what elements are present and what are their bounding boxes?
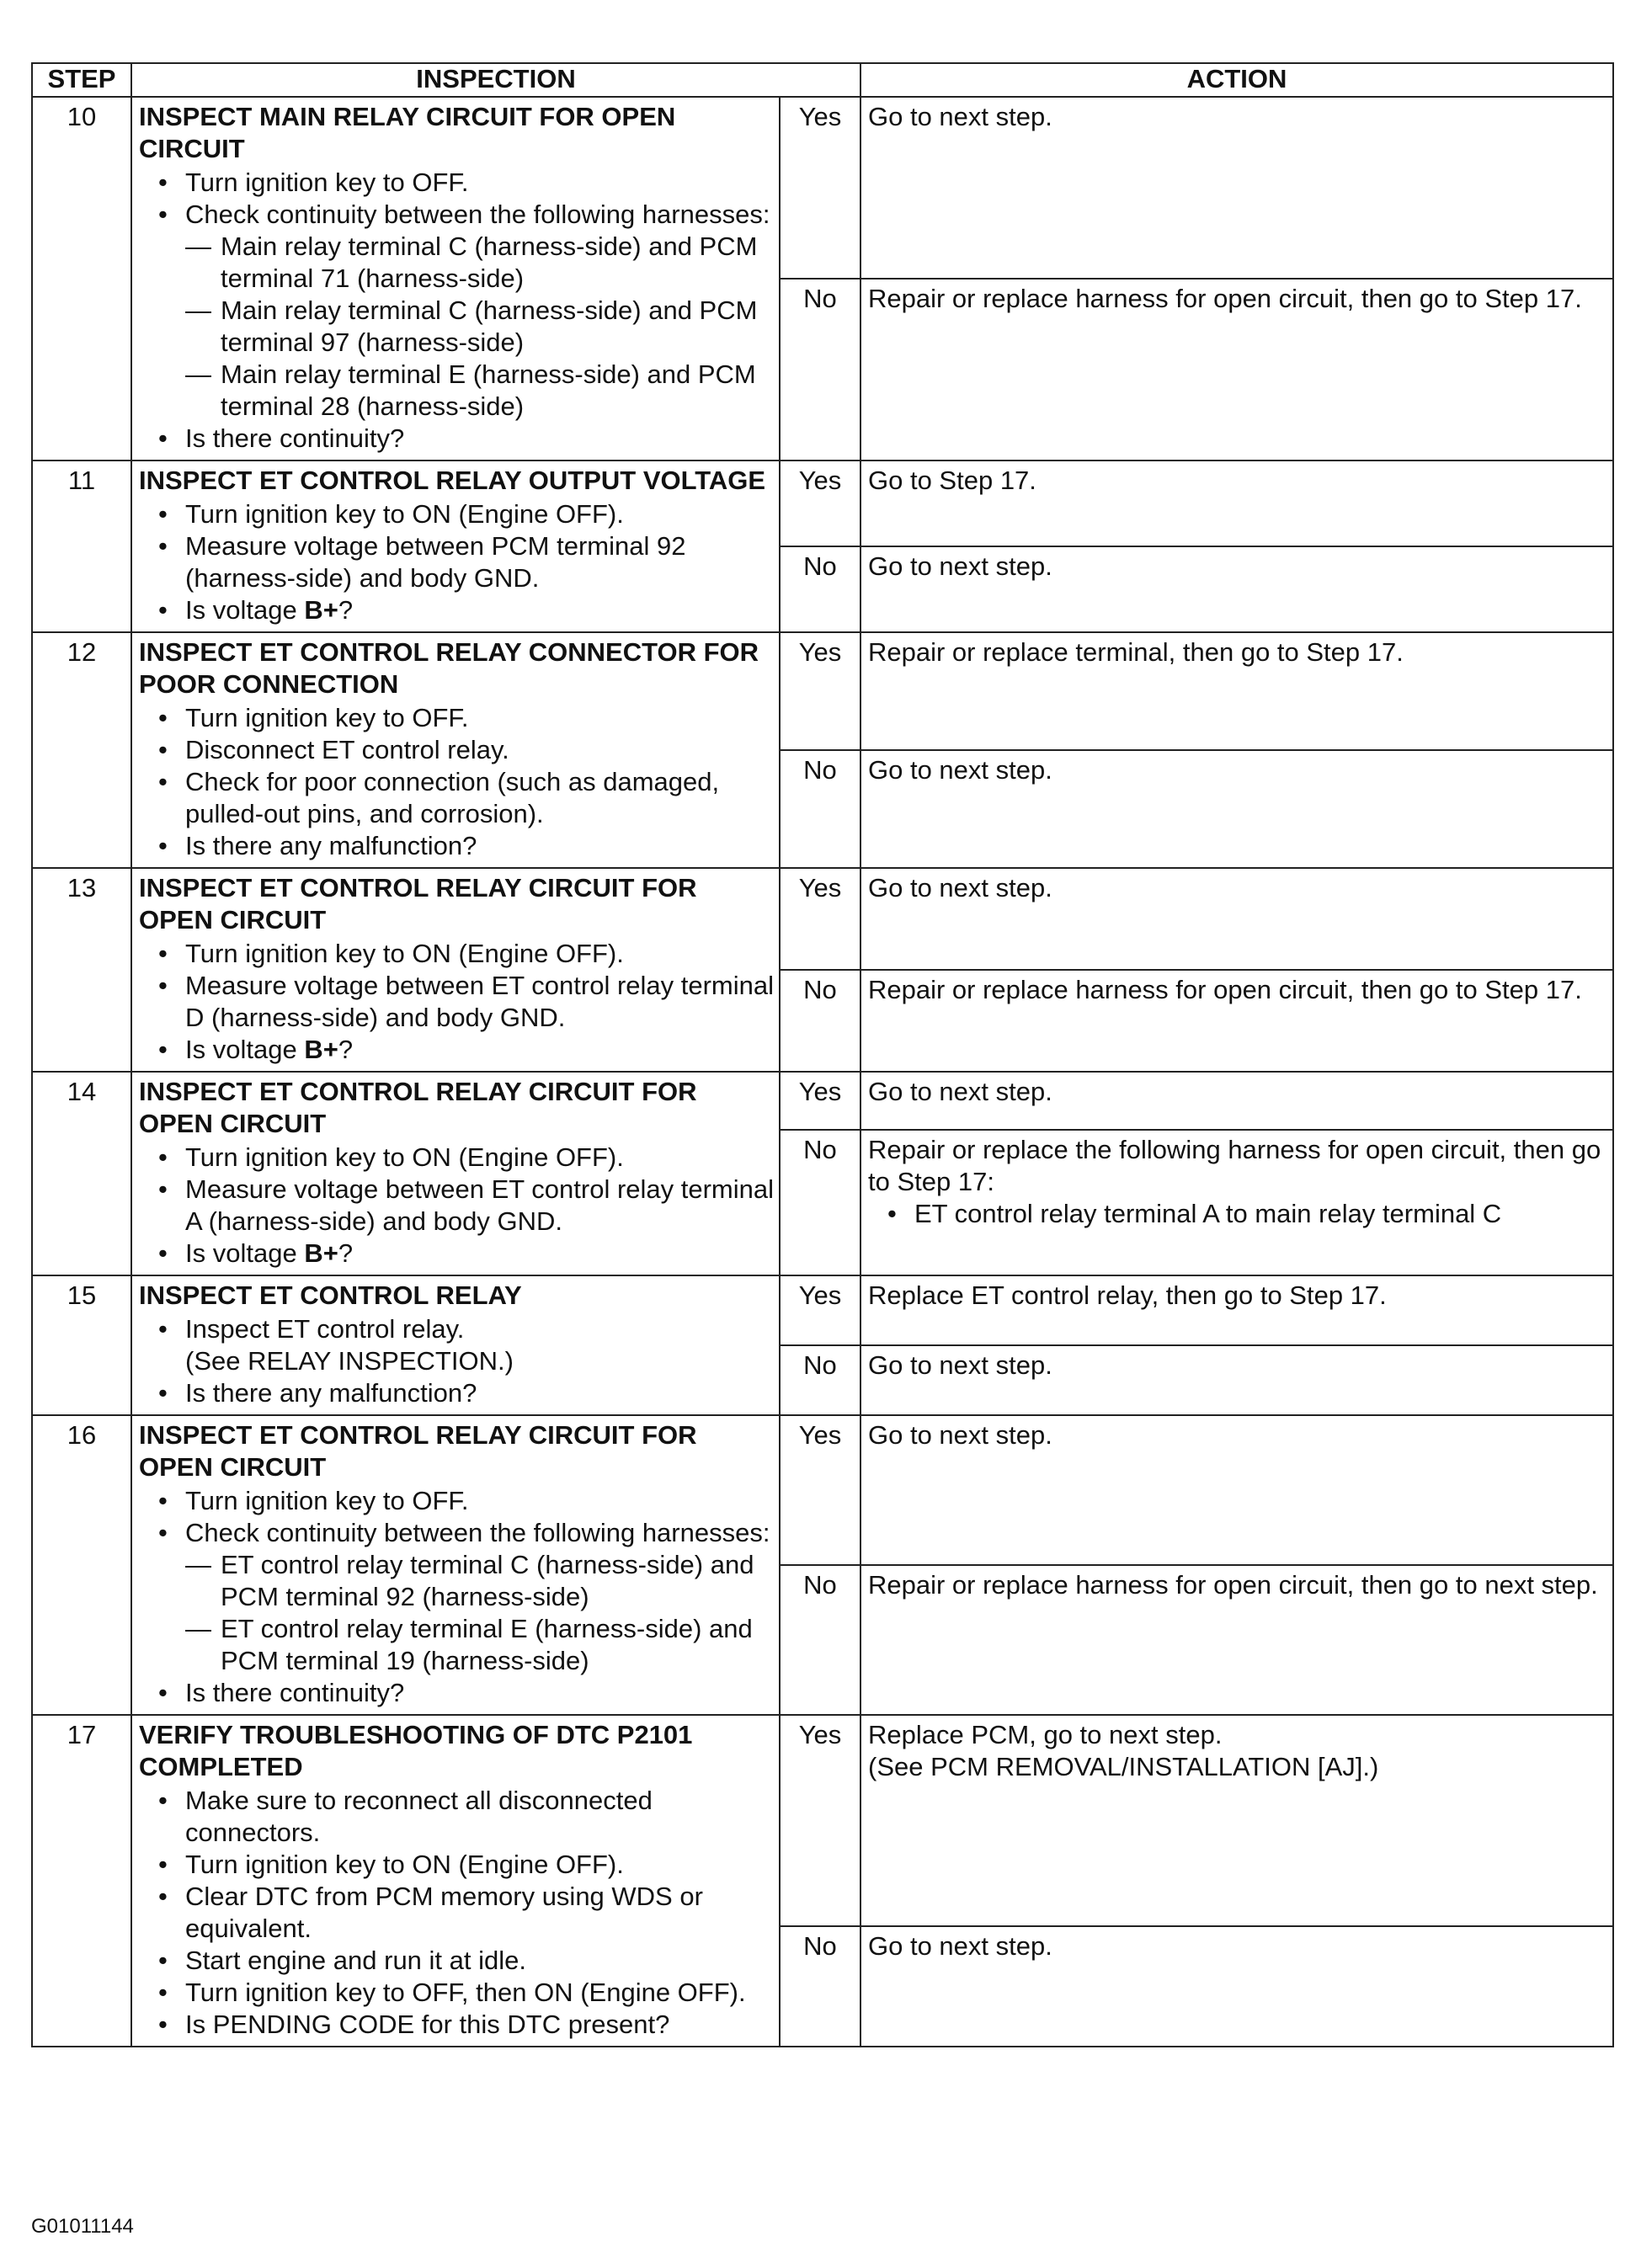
no-action xyxy=(860,1130,1613,1275)
no-action: Go to next step. xyxy=(860,1345,1613,1415)
inspection-item-text: Check continuity between the following harnesses: xyxy=(185,200,770,229)
inspection-item: • Turn ignition key to OFF. xyxy=(185,167,774,199)
inspection-item-text: Is voltage xyxy=(185,595,305,625)
inspection-cell xyxy=(131,1715,780,2047)
inspection-item-text: Is voltage xyxy=(185,1238,305,1268)
action-list xyxy=(868,1198,1607,1230)
action-item: • ET control relay terminal A to main relay terminal C xyxy=(914,1198,1607,1230)
voltage-value: B+ xyxy=(304,1238,338,1268)
inspection-list xyxy=(139,498,774,626)
inspection-list xyxy=(139,1313,774,1409)
inspection-item: • Turn ignition key to OFF. xyxy=(185,702,774,734)
step-row xyxy=(32,1715,1613,1926)
yes-label: Yes xyxy=(780,1715,860,1926)
inspection-item xyxy=(185,1313,774,1377)
yes-label: Yes xyxy=(780,461,860,546)
yes-action-text: Replace PCM, go to next step. xyxy=(868,1720,1223,1749)
inspection-title: INSPECT ET CONTROL RELAY CIRCUIT FOR OPEN CIRCUIT xyxy=(139,1420,697,1482)
yes-label: Yes xyxy=(780,632,860,750)
no-label: No xyxy=(780,546,860,632)
inspection-item: • Start engine and run it at idle. xyxy=(185,1945,774,1977)
inspection-title: INSPECT MAIN RELAY CIRCUIT FOR OPEN CIRCUIT xyxy=(139,102,676,163)
inspection-item-ref: (See RELAY INSPECTION.) xyxy=(185,1346,514,1376)
step-row xyxy=(32,1415,1613,1565)
harness-list xyxy=(185,231,774,423)
inspection-item xyxy=(185,594,774,626)
inspection-list xyxy=(139,938,774,1066)
step-row xyxy=(32,461,1613,546)
inspection-item: • Disconnect ET control relay. xyxy=(185,734,774,766)
figure-id: G01011144 xyxy=(31,2215,134,2238)
voltage-value: B+ xyxy=(304,1035,338,1064)
yes-label: Yes xyxy=(780,1072,860,1130)
inspection-item: • Is there continuity? xyxy=(185,423,774,455)
inspection-item: • Measure voltage between PCM terminal 92 (harness-side) and body GND. xyxy=(185,530,774,594)
no-label: No xyxy=(780,279,860,461)
inspection-cell xyxy=(131,632,780,868)
header-step: STEP xyxy=(32,63,131,97)
no-label: No xyxy=(780,1130,860,1275)
inspection-title: INSPECT ET CONTROL RELAY CONNECTOR FOR POOR CONNECTION xyxy=(139,637,759,699)
troubleshooting-table xyxy=(31,62,1614,2047)
inspection-cell xyxy=(131,1415,780,1715)
inspection-item: • Clear DTC from PCM memory using WDS or equivalent. xyxy=(185,1881,774,1945)
step-number: 12 xyxy=(32,632,131,868)
inspection-cell xyxy=(131,461,780,632)
inspection-title: INSPECT ET CONTROL RELAY CIRCUIT FOR OPEN CIRCUIT xyxy=(139,873,697,934)
step-row xyxy=(32,1275,1613,1345)
step-number: 11 xyxy=(32,461,131,632)
step-row xyxy=(32,632,1613,750)
step-number: 16 xyxy=(32,1415,131,1715)
inspection-item: • Turn ignition key to OFF, then ON (Engine OFF). xyxy=(185,1977,774,2009)
yes-label: Yes xyxy=(780,1275,860,1345)
inspection-title: INSPECT ET CONTROL RELAY CIRCUIT FOR OPEN CIRCUIT xyxy=(139,1077,697,1138)
yes-action: Go to next step. xyxy=(860,1072,1613,1130)
inspection-item-text: • Inspect ET control relay. xyxy=(185,1314,465,1344)
inspection-item: • Measure voltage between ET control relay terminal A (harness-side) and body GND. xyxy=(185,1174,774,1238)
harness-item: — ET control relay terminal E (harness-side) and PCM terminal 19 (harness-side) xyxy=(221,1613,774,1677)
inspection-item-text: Check continuity between the following harnesses: xyxy=(185,1518,770,1547)
voltage-value: B+ xyxy=(304,595,338,625)
yes-label: Yes xyxy=(780,97,860,279)
inspection-title: VERIFY TROUBLESHOOTING OF DTC P2101 COMPLETED xyxy=(139,1720,693,1781)
step-number: 17 xyxy=(32,1715,131,2047)
inspection-item xyxy=(185,1517,774,1677)
inspection-item: • Turn ignition key to ON (Engine OFF). xyxy=(185,1142,774,1174)
inspection-item: • Turn ignition key to OFF. xyxy=(185,1485,774,1517)
step-row xyxy=(32,868,1613,970)
step-number: 14 xyxy=(32,1072,131,1275)
inspection-cell xyxy=(131,868,780,1072)
yes-action: Go to next step. xyxy=(860,868,1613,970)
no-action: Repair or replace harness for open circuit, then go to Step 17. xyxy=(860,970,1613,1072)
yes-label: Yes xyxy=(780,1415,860,1565)
no-action: Go to next step. xyxy=(860,546,1613,632)
inspection-list xyxy=(139,702,774,862)
harness-item: — Main relay terminal E (harness-side) and PCM terminal 28 (harness-side) xyxy=(221,359,774,423)
no-action: Go to next step. xyxy=(860,750,1613,868)
inspection-list xyxy=(139,1142,774,1270)
step-number: 15 xyxy=(32,1275,131,1415)
inspection-item-text: ? xyxy=(338,595,354,625)
yes-action: Go to next step. xyxy=(860,1415,1613,1565)
yes-action xyxy=(860,1715,1613,1926)
step-row xyxy=(32,97,1613,279)
step-number: 13 xyxy=(32,868,131,1072)
inspection-item xyxy=(185,1034,774,1066)
harness-list xyxy=(185,1549,774,1677)
yes-action: Repair or replace terminal, then go to Step 17. xyxy=(860,632,1613,750)
inspection-item: • Is there any malfunction? xyxy=(185,1377,774,1409)
inspection-list xyxy=(139,1485,774,1709)
inspection-item: • Turn ignition key to ON (Engine OFF). xyxy=(185,1849,774,1881)
inspection-cell xyxy=(131,1275,780,1415)
no-action-text: Repair or replace the following harness for open circuit, then go to Step 17: xyxy=(868,1134,1601,1196)
header-row xyxy=(32,63,1613,97)
inspection-item-text: ? xyxy=(338,1238,354,1268)
harness-item: — Main relay terminal C (harness-side) and PCM terminal 71 (harness-side) xyxy=(221,231,774,295)
inspection-item: • Turn ignition key to ON (Engine OFF). xyxy=(185,938,774,970)
inspection-cell xyxy=(131,1072,780,1275)
inspection-item xyxy=(185,1238,774,1270)
inspection-list xyxy=(139,167,774,455)
inspection-item: • Measure voltage between ET control relay terminal D (harness-side) and body GND. xyxy=(185,970,774,1034)
yes-action-ref: (See PCM REMOVAL/INSTALLATION [AJ].) xyxy=(868,1752,1379,1781)
no-action: Repair or replace harness for open circuit, then go to next step. xyxy=(860,1565,1613,1715)
no-action: Go to next step. xyxy=(860,1926,1613,2047)
no-label: No xyxy=(780,750,860,868)
no-label: No xyxy=(780,1345,860,1415)
no-label: No xyxy=(780,1565,860,1715)
inspection-item: • Turn ignition key to ON (Engine OFF). xyxy=(185,498,774,530)
yes-label: Yes xyxy=(780,868,860,970)
no-action: Repair or replace harness for open circuit, then go to Step 17. xyxy=(860,279,1613,461)
inspection-item xyxy=(185,199,774,423)
inspection-cell xyxy=(131,97,780,461)
inspection-item-text: Is voltage xyxy=(185,1035,305,1064)
harness-item: — ET control relay terminal C (harness-side) and PCM terminal 92 (harness-side) xyxy=(221,1549,774,1613)
inspection-title: INSPECT ET CONTROL RELAY OUTPUT VOLTAGE xyxy=(139,466,766,495)
step-row xyxy=(32,1072,1613,1130)
inspection-item: • Make sure to reconnect all disconnected connectors. xyxy=(185,1785,774,1849)
yes-action: Replace ET control relay, then go to Step 17. xyxy=(860,1275,1613,1345)
inspection-item-text: ? xyxy=(338,1035,354,1064)
inspection-item: • Check for poor connection (such as damaged, pulled-out pins, and corrosion). xyxy=(185,766,774,830)
inspection-item: • Is there continuity? xyxy=(185,1677,774,1709)
yes-action: Go to Step 17. xyxy=(860,461,1613,546)
yes-action: Go to next step. xyxy=(860,97,1613,279)
header-action: ACTION xyxy=(860,63,1613,97)
no-label: No xyxy=(780,1926,860,2047)
inspection-item: • Is PENDING CODE for this DTC present? xyxy=(185,2009,774,2041)
no-label: No xyxy=(780,970,860,1072)
inspection-item: • Is there any malfunction? xyxy=(185,830,774,862)
step-number: 10 xyxy=(32,97,131,461)
header-inspection: INSPECTION xyxy=(131,63,860,97)
inspection-list xyxy=(139,1785,774,2041)
inspection-title: INSPECT ET CONTROL RELAY xyxy=(139,1280,522,1310)
harness-item: — Main relay terminal C (harness-side) and PCM terminal 97 (harness-side) xyxy=(221,295,774,359)
